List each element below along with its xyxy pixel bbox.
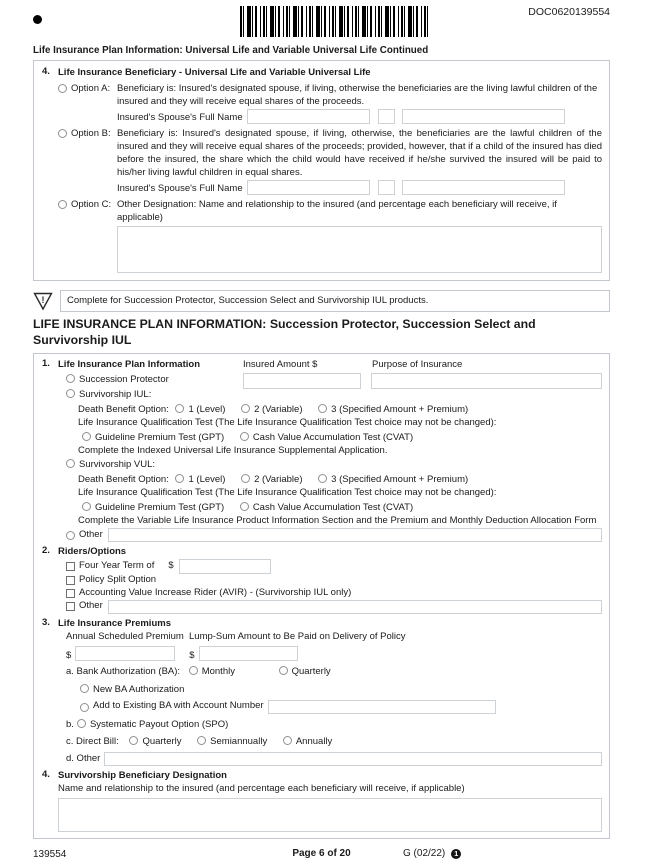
dollar-sign: $: [168, 560, 174, 572]
other-plan-radio[interactable]: [66, 531, 75, 540]
iul-cvat-radio[interactable]: [240, 432, 249, 441]
death-benefit-option-label: Death Benefit Option:: [78, 403, 169, 415]
survivorship-iul-label: Survivorship IUL:: [79, 388, 152, 400]
death-benefit-option-label: Death Benefit Option:: [78, 474, 169, 486]
page-header: [33, 0, 610, 44]
survivorship-vul-radio[interactable]: [66, 459, 75, 468]
avir-label: Accounting Value Increase Rider (AVIR) - (Survivorship IUL only): [79, 586, 352, 598]
option-c-row: [58, 198, 602, 273]
dbo-1-label: 1 (Level): [188, 474, 226, 486]
option-a-row: [58, 82, 602, 124]
option-a-text: Beneficiary is: Insured's designated spouse, if living, otherwise the beneficiaries are the living lawful children of the insured and they will receive equal shares of the proceeds.: [117, 83, 598, 107]
option-b-radio[interactable]: [58, 129, 67, 138]
spouse-middle-initial-input[interactable]: [378, 180, 395, 195]
gpt-label: Guideline Premium Test (GPT): [95, 431, 225, 443]
vul-dbo-2-radio[interactable]: [241, 474, 250, 483]
svg-text:!: !: [41, 294, 45, 305]
iul-qualification-test-label: Life Insurance Qualification Test (The Life Insurance Qualification Test choice may not be changed):: [78, 416, 497, 428]
page-indicator: Page 6 of 20: [292, 848, 351, 860]
purpose-of-insurance-input[interactable]: [371, 373, 602, 389]
lump-sum-input[interactable]: [199, 646, 298, 661]
spo-label: Systematic Payout Option (SPO): [89, 718, 229, 730]
spouse-name-label: Insured's Spouse's Full Name: [117, 183, 243, 194]
notice-row: [33, 290, 610, 312]
dbo-3-label: 3 (Specified Amount + Premium): [331, 403, 469, 415]
purpose-of-insurance-label: Purpose of Insurance: [372, 359, 463, 370]
other-rider-checkbox[interactable]: [66, 602, 75, 611]
iul-dbo-1-radio[interactable]: [175, 404, 184, 413]
spouse-name-label: Insured's Spouse's Full Name: [117, 112, 243, 123]
survivorship-iul-radio[interactable]: [66, 389, 75, 398]
vul-product-note: Complete the Variable Life Insurance Product Information Section and the Premium and Monthly Deduction Allocation Form: [78, 515, 597, 527]
option-c-label: Option C:: [71, 199, 112, 210]
section-number: 1.: [42, 358, 50, 369]
footnote-1-marker-icon: 1: [451, 849, 461, 859]
main-heading: LIFE INSURANCE PLAN INFORMATION: Succession Protector, Succession Select and Survivorship IUL: [33, 317, 536, 347]
section-number: 3.: [42, 616, 50, 628]
spouse-first-name-input[interactable]: [247, 180, 370, 195]
other-rider-label: Other: [79, 600, 103, 612]
monthly-label: Monthly: [201, 665, 235, 677]
premiums-title: Life Insurance Premiums: [58, 617, 171, 629]
riders-options-section: [42, 545, 602, 614]
annual-premium-input[interactable]: [75, 646, 175, 661]
vul-qualification-test-label: Life Insurance Qualification Test (The Life Insurance Qualification Test choice may not be changed):: [78, 487, 497, 499]
vul-gpt-radio[interactable]: [82, 502, 91, 511]
b-prefix: b.: [66, 718, 74, 730]
direct-bill-semiannually-radio[interactable]: [197, 736, 206, 745]
option-b-label: Option B:: [71, 128, 111, 139]
doc-number: DOC0620139554: [528, 6, 610, 18]
page-heading: Life Insurance Plan Information: Universal Life and Variable Universal Life Continued: [33, 45, 429, 56]
succession-protector-label: Succession Protector: [79, 374, 169, 385]
avir-checkbox[interactable]: [66, 589, 75, 598]
warning-triangle-icon: [33, 292, 53, 311]
form-number: 139554: [33, 849, 67, 861]
succession-protector-radio[interactable]: [66, 374, 75, 383]
section-number: 4.: [42, 66, 50, 77]
option-b-row: [58, 127, 602, 195]
other-plan-input[interactable]: [108, 528, 602, 542]
dollar-sign: $: [66, 649, 72, 661]
succession-box: [33, 353, 610, 839]
spouse-last-name-input[interactable]: [402, 180, 565, 195]
spouse-last-name-input[interactable]: [402, 109, 565, 124]
revision-text: G (02/22): [403, 848, 446, 860]
iul-gpt-radio[interactable]: [82, 432, 91, 441]
section-number: 2.: [42, 544, 50, 556]
registration-dot-icon: [33, 15, 42, 24]
option-c-designation-input[interactable]: [117, 226, 602, 273]
survivorship-beneficiary-section: [42, 769, 602, 832]
policy-split-label: Policy Split Option: [79, 573, 157, 585]
direct-bill-quarterly-radio[interactable]: [129, 736, 138, 745]
cvat-label: Cash Value Accumulation Test (CVAT): [252, 431, 414, 443]
iul-dbo-3-radio[interactable]: [318, 404, 327, 413]
insured-amount-label: Insured Amount $: [243, 359, 318, 370]
direct-bill-label: c. Direct Bill:: [66, 736, 119, 748]
insured-amount-input[interactable]: [243, 373, 361, 389]
barcode: [240, 6, 430, 37]
option-a-label: Option A:: [71, 83, 111, 94]
four-year-term-label: Four Year Term of: [79, 560, 155, 572]
policy-split-checkbox[interactable]: [66, 576, 75, 585]
other-premium-label: d. Other: [66, 752, 101, 764]
notice-text: Complete for Succession Protector, Succession Select and Survivorship IUL products.: [60, 290, 610, 312]
add-existing-ba-label: Add to Existing BA with Account Number: [93, 700, 264, 712]
ul-beneficiary-title: Life Insurance Beneficiary - Universal Life and Variable Universal Life: [58, 67, 371, 78]
plan-information-title: Life Insurance Plan Information: [58, 359, 200, 370]
option-c-text: Other Designation: Name and relationship to the insured (and percentage each beneficiary will receive, if applicable): [117, 199, 557, 223]
quarterly-label: Quarterly: [291, 665, 331, 677]
plan-information-section: [42, 358, 602, 542]
add-existing-ba-radio[interactable]: [80, 703, 89, 712]
four-year-term-amount-input[interactable]: [179, 559, 271, 574]
gpt-label: Guideline Premium Test (GPT): [95, 502, 225, 514]
direct-bill-annually-radio[interactable]: [283, 736, 292, 745]
lump-sum-label: Lump-Sum Amount to Be Paid on Delivery of Policy: [189, 630, 406, 642]
dbo-1-label: 1 (Level): [188, 403, 226, 415]
survivorship-beneficiary-input[interactable]: [58, 798, 602, 832]
ul-beneficiary-box: [33, 60, 610, 281]
dbo-2-label: 2 (Variable): [254, 403, 303, 415]
iul-supplemental-note: Complete the Indexed Universal Life Insurance Supplemental Application.: [78, 444, 388, 456]
ba-quarterly-radio[interactable]: [279, 666, 288, 675]
semiannually-label: Semiannually: [210, 736, 268, 748]
dollar-sign: $: [189, 649, 195, 661]
annual-premium-label: Annual Scheduled Premium: [66, 630, 184, 642]
revision-code: [403, 848, 461, 859]
section-number: 4.: [42, 769, 50, 781]
annually-label: Annually: [295, 736, 333, 748]
vul-cvat-radio[interactable]: [240, 502, 249, 511]
spo-radio[interactable]: [77, 719, 86, 728]
page-footer: [33, 848, 610, 864]
quarterly-label: Quarterly: [142, 736, 182, 748]
dbo-2-label: 2 (Variable): [254, 474, 303, 486]
vul-dbo-3-radio[interactable]: [318, 474, 327, 483]
option-b-text: Beneficiary is: Insured's designated spouse, if living, otherwise, the beneficiaries are the lawful children of the insured and they will receive equal shares of the proceeds; provided, however, that if a child of the insured has died before the insured, the share which the child would have received if he/she survived the insured will be paid to his/her living lawful children in equal shares.: [117, 128, 602, 178]
survivorship-beneficiary-title: Survivorship Beneficiary Designation: [58, 770, 227, 782]
vul-dbo-1-radio[interactable]: [175, 474, 184, 483]
ba-account-number-input[interactable]: [268, 700, 496, 714]
spouse-first-name-input[interactable]: [247, 109, 370, 124]
iul-dbo-2-radio[interactable]: [241, 404, 250, 413]
option-c-radio[interactable]: [58, 200, 67, 209]
new-ba-label: New BA Authorization: [93, 683, 185, 695]
dbo-3-label: 3 (Specified Amount + Premium): [331, 474, 469, 486]
bank-authorization-label: a. Bank Authorization (BA):: [66, 665, 181, 677]
riders-options-title: Riders/Options: [58, 545, 127, 557]
four-year-term-checkbox[interactable]: [66, 562, 75, 571]
premiums-section: [42, 617, 602, 767]
option-a-radio[interactable]: [58, 84, 67, 93]
spouse-middle-initial-input[interactable]: [378, 109, 395, 124]
new-ba-radio[interactable]: [80, 684, 89, 693]
survivorship-beneficiary-subtitle: Name and relationship to the insured (and percentage each beneficiary will receive, if applicable): [58, 783, 465, 795]
survivorship-vul-label: Survivorship VUL:: [79, 459, 156, 471]
cvat-label: Cash Value Accumulation Test (CVAT): [252, 502, 414, 514]
ba-monthly-radio[interactable]: [189, 666, 198, 675]
other-rider-input[interactable]: [108, 600, 602, 614]
other-plan-label: Other: [79, 528, 103, 540]
other-premium-input[interactable]: [104, 752, 602, 766]
